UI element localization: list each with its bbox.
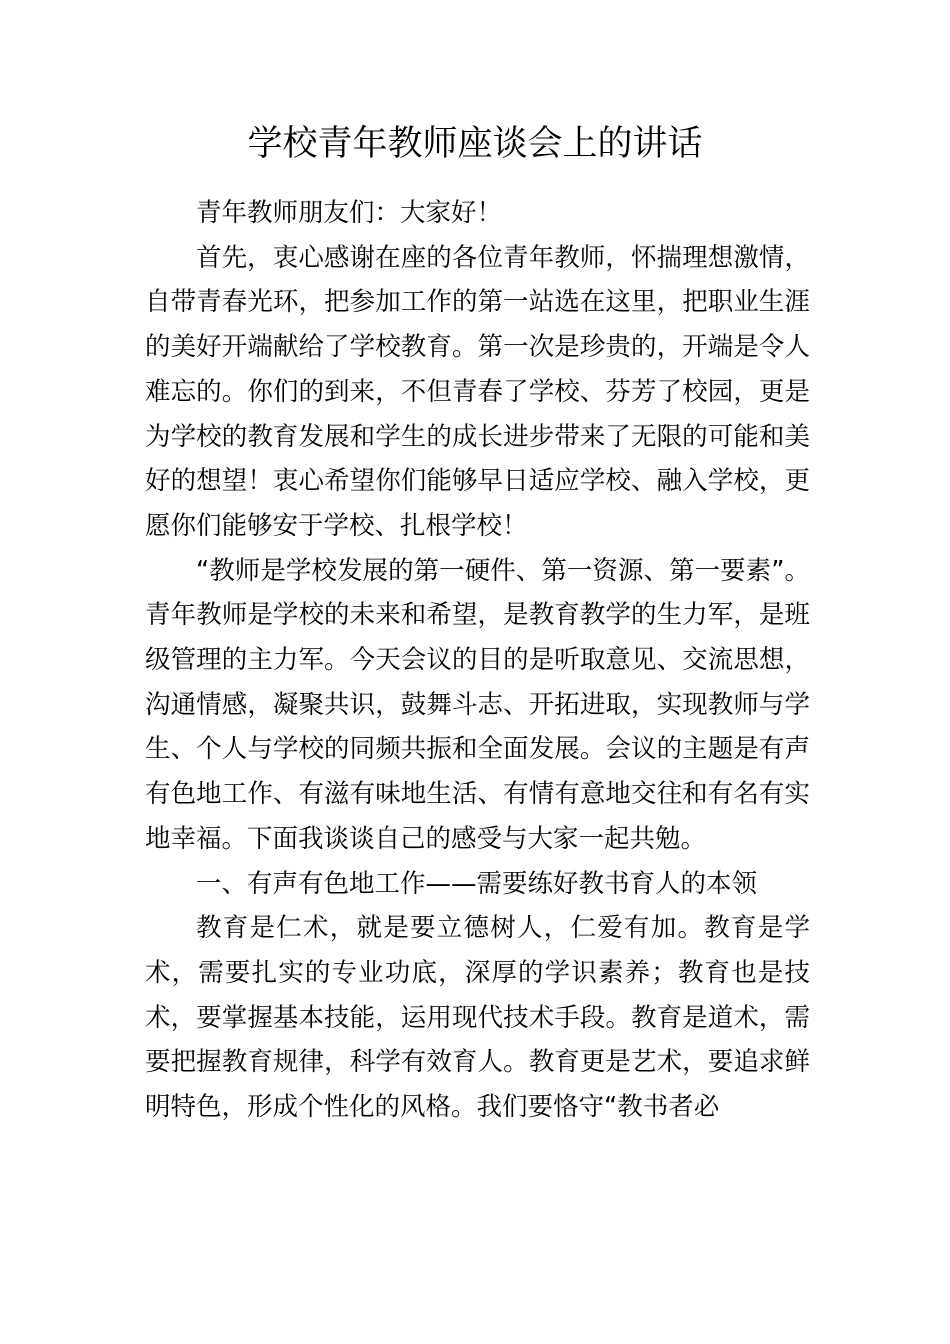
document-body bbox=[145, 191, 810, 1130]
document-title: 学校青年教师座谈会上的讲话 bbox=[247, 124, 703, 164]
paragraph-education: 教育是仁术，就是要立德树人，仁爱有加。教育是学术，需要扎实的专业功底，深厚的学识素养；教育也是技术，要掌握基本技能，运用现代技术手段。教育是道术，需要把握教育规律，科学有效育人。教育更是艺术，要追求鲜明特色，形成个性化的风格。我们要恪守“教书者必 bbox=[145, 913, 810, 1123]
paragraph-welcome: 首先，衷心感谢在座的各位青年教师，怀揣理想激情，自带青春光环，把参加工作的第一站选在这里，把职业生涯的美好开端献给了学校教育。第一次是珍贵的，开端是令人难忘的。你们的到来，不但青春了学校、芬芳了校园，更是为学校的教育发展和学生的成长进步带来了无限的可能和美好的想望！衷心希望你们能够早日适应学校、融入学校，更愿你们能够安于学校、扎根学校！ bbox=[145, 242, 810, 541]
paragraph-purpose: “教师是学校发展的第一硬件、第一资源、第一要素”。青年教师是学校的未来和希望，是教育教学的生力军，是班级管理的主力军。今天会议的目的是听取意见、交流思想，沟通情感，凝聚共识，鼓舞斗志、开拓进取，实现教师与学生、个人与学校的同频共振和全面发展。会议的主题是有声有色地工作、有滋有味地生活、有情有意地交往和有名有实地幸福。下面我谈谈自己的感受与大家一起共勉。 bbox=[145, 555, 810, 854]
section-heading-one: 一、有声有色地工作——需要练好教书育人的本领 bbox=[196, 868, 758, 899]
paragraph-greeting: 青年教师朋友们：大家好！ bbox=[196, 198, 503, 228]
